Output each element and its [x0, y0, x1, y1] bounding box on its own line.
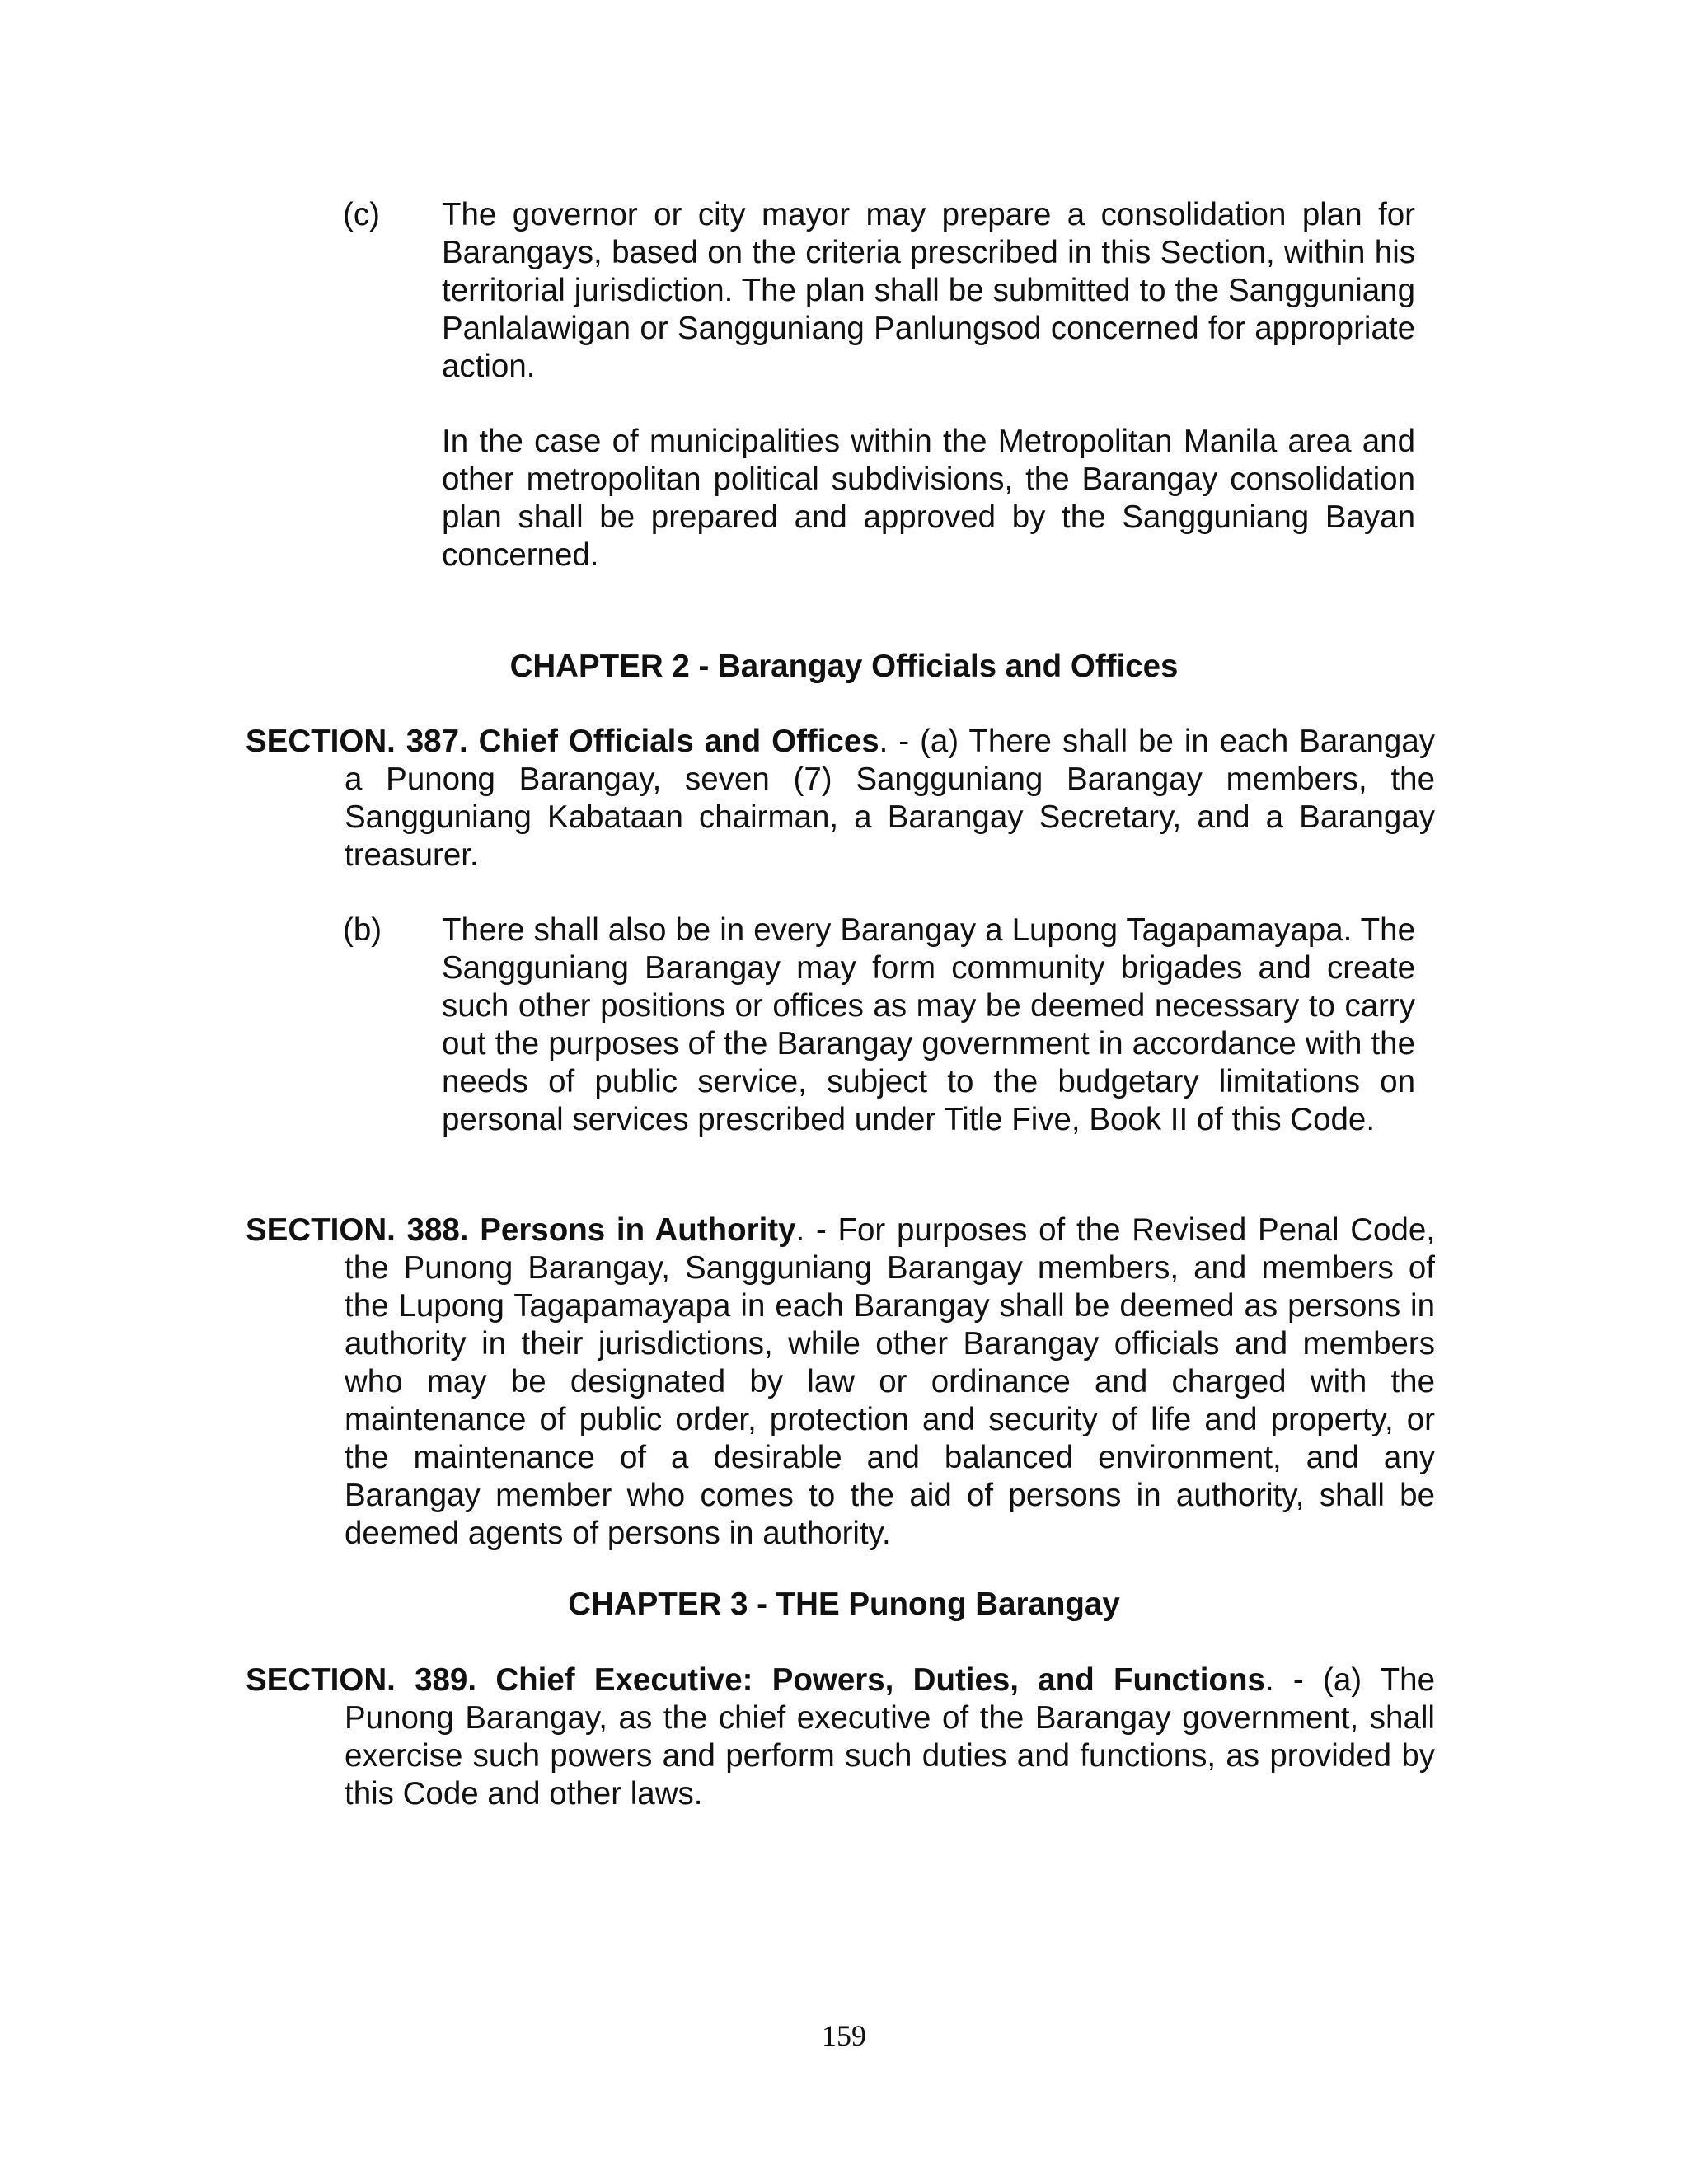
chapter-2-heading: CHAPTER 2 - Barangay Officials and Offices: [509, 649, 1179, 684]
section-389-heading: SECTION. 389. Chief Executive: Powers, Duties, and Functions: [246, 1662, 1265, 1698]
section-388-heading: SECTION. 388. Persons in Authority: [246, 1212, 796, 1248]
page-number: 159: [822, 2019, 866, 2052]
chapter-3-heading: CHAPTER 3 - THE Punong Barangay: [568, 1586, 1120, 1622]
section-387-b-label: (b): [343, 912, 382, 948]
para-c-text: The governor or city mayor may prepare a consolidation plan for Barangays, based on the criteria prescribed in this Section, within his territorial jurisdiction. The plan shall be submitted to the Sangguniang Panlalawigan or Sangguniang Panlungsod concerned for appropriate action.: [442, 197, 1415, 384]
section-387-b-text: There shall also be in every Barangay a Lupong Tagapamayapa. The Sangguniang Barangay may form community brigades and create such other positions or offices as may be deemed necessary to carry out the purposes of the Barangay government in accordance with the needs of public service, subject to the budgetary limitations on personal services prescribed under Title Five, Book II of this Code.: [442, 912, 1415, 1137]
section-389-text: . - (a) The Punong Barangay, as the chief executive of the Barangay government, shall exercise such powers and perform such duties and functions, as provided by this Code and other laws.: [345, 1662, 1435, 1811]
para-metro-text: In the case of municipalities within the Metropolitan Manila area and other metropolitan political subdivisions, the Barangay consolidation plan shall be prepared and approved by the Sangguniang Bayan concerned.: [442, 424, 1415, 573]
section-388: [246, 1212, 1435, 1553]
para-c-label: (c): [343, 197, 380, 232]
section-388-text: . - For purposes of the Revised Penal Code, the Punong Barangay, Sangguniang Barangay members, and members of the Lupong Tagapamayapa in each Barangay shall be deemed as persons in authority in their jurisdictions, while other Barangay officials and members who may be designated by law or ordinance and charged with the maintenance of public order, protection and security of life and property, or the maintenance of a desirable and balanced environment, and any Barangay member who comes to the aid of persons in authority, shall be deemed agents of persons in authority.: [345, 1212, 1435, 1551]
section-387-text: . - (a) There shall be in each Barangay a Punong Barangay, seven (7) Sangguniang Barangay members, the Sangguniang Kabataan chairman, a Barangay Secretary, and a Barangay treasurer.: [345, 724, 1435, 873]
section-387-heading: SECTION. 387. Chief Officials and Offices: [246, 724, 879, 759]
section-387: [246, 723, 1435, 874]
section-389: [246, 1661, 1435, 1813]
